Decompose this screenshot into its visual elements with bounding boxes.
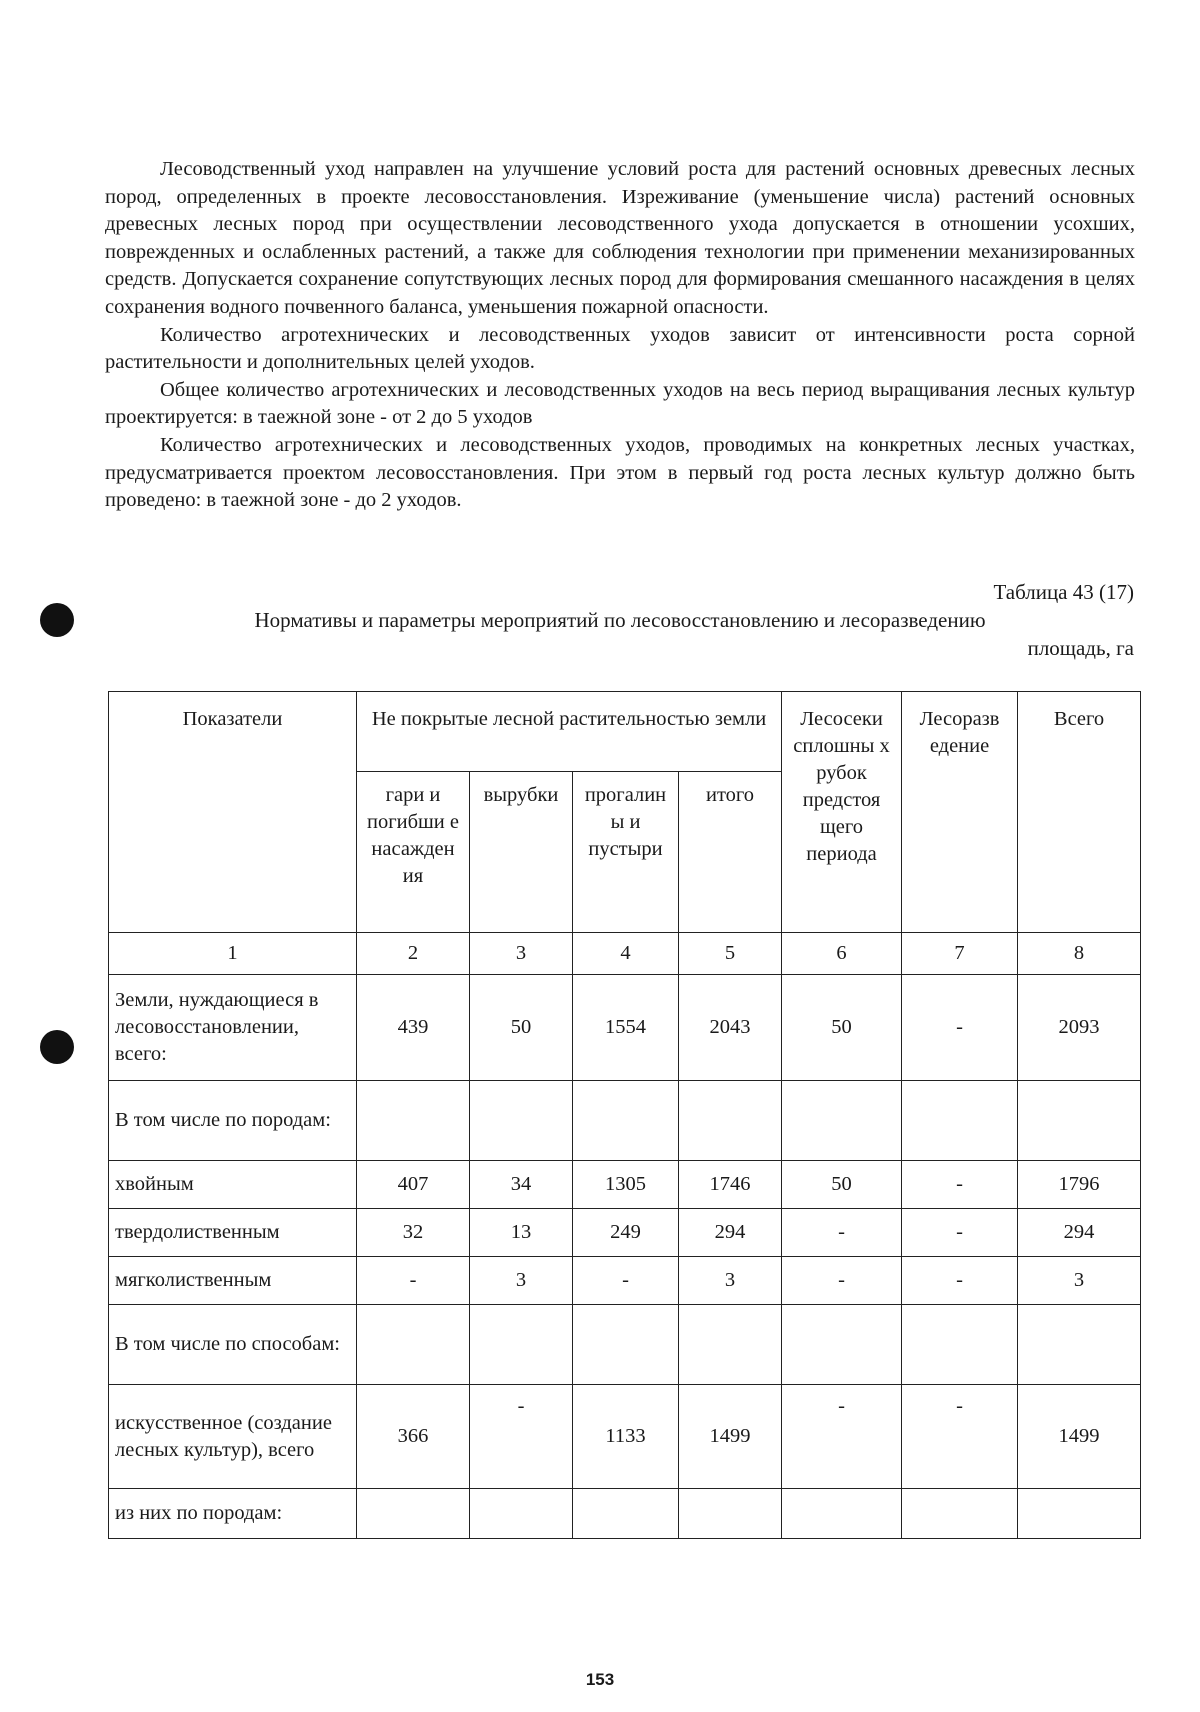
column-number: 8 (1018, 933, 1141, 975)
table-cell: - (357, 1257, 470, 1305)
table-cell: - (782, 1257, 902, 1305)
table-cell (357, 1489, 470, 1539)
table-cell: - (902, 1257, 1018, 1305)
table-cell: - (902, 1385, 1018, 1489)
table-cell: 13 (470, 1209, 573, 1257)
table-cell (1018, 1081, 1141, 1161)
table-cell (902, 1081, 1018, 1161)
table-cell: 50 (782, 975, 902, 1081)
table-cell (357, 1081, 470, 1161)
table-cell (470, 1081, 573, 1161)
table-cell: 1133 (573, 1385, 679, 1489)
paragraph: Лесоводственный уход направлен на улучшение условий роста для растений основных древесных лесных пород, определенных в проекте лесовосстановления. Изреживание (уменьшение числа) растений основных древесных лесных пород при осуществлении лесоводственного ухода допускается в отношении усохших, поврежденных и ослабленных растений, а также для соблюдения технологии при применении механизированных средств. Допускается сохранение сопутствующих лесных пород для формирования смешанного насаждения в целях сохранения водного почвенного баланса, уменьшения пожарной опасности. (105, 158, 1135, 318)
table-cell (679, 1081, 782, 1161)
table-row (109, 1081, 1141, 1161)
column-number-row (109, 933, 1141, 975)
table-cell: 366 (357, 1385, 470, 1489)
table-cell: 407 (357, 1161, 470, 1209)
table-row (109, 1489, 1141, 1539)
body-text (105, 156, 1135, 515)
table-cell: 294 (679, 1209, 782, 1257)
table-cell: 1499 (679, 1385, 782, 1489)
table-cell (1018, 1305, 1141, 1385)
header-subtotal: итого (679, 772, 782, 933)
column-number: 5 (679, 933, 782, 975)
table-cell: 50 (470, 975, 573, 1081)
paragraph: Количество агротехнических и лесоводственных уходов, проводимых на конкретных лесных участках, предусматривается проектом лесовосстановления. При этом в первый год роста лесных культур должно быть проведено: в таежной зоне - до 2 уходов. (105, 433, 1135, 512)
binder-hole-mark (40, 1030, 74, 1064)
table-cell: 294 (1018, 1209, 1141, 1257)
table-cell (573, 1489, 679, 1539)
row-label: твердолиственным (109, 1209, 357, 1257)
table-cell: 1554 (573, 975, 679, 1081)
header-total: Всего (1018, 692, 1141, 933)
table-row (109, 1209, 1141, 1257)
table-cell: - (573, 1257, 679, 1305)
table-row (109, 1161, 1141, 1209)
table-cell: 1305 (573, 1161, 679, 1209)
table-cell (573, 1305, 679, 1385)
row-label: из них по породам: (109, 1489, 357, 1539)
table-cell: 3 (679, 1257, 782, 1305)
row-label: Земли, нуждающиеся в лесовосстановлении, всего: (109, 975, 357, 1081)
header-cutting-areas: Лесосеки сплошны х рубок предстоя щего периода (782, 692, 902, 933)
table-cell: - (902, 975, 1018, 1081)
table-cell (902, 1305, 1018, 1385)
column-number: 4 (573, 933, 679, 975)
table-cell (902, 1489, 1018, 1539)
table-row (109, 1305, 1141, 1385)
table-cell: 1746 (679, 1161, 782, 1209)
table-cell: 2043 (679, 975, 782, 1081)
table-cell (782, 1081, 902, 1161)
column-number: 3 (470, 933, 573, 975)
column-number: 2 (357, 933, 470, 975)
row-label: хвойным (109, 1161, 357, 1209)
row-label: мягколиственным (109, 1257, 357, 1305)
row-label: искусственное (создание лесных культур), всего (109, 1385, 357, 1489)
table-cell: - (902, 1209, 1018, 1257)
table-reference: Таблица 43 (17) (993, 580, 1134, 604)
column-number: 6 (782, 933, 902, 975)
table-title: Нормативы и параметры мероприятий по лесовосстановлению и лесоразведению (254, 608, 986, 632)
table-cell (357, 1305, 470, 1385)
table-cell (1018, 1489, 1141, 1539)
table-cell (782, 1305, 902, 1385)
table-cell: - (902, 1161, 1018, 1209)
table-cell: 3 (1018, 1257, 1141, 1305)
header-indicators: Показатели (109, 692, 357, 933)
table-cell: 439 (357, 975, 470, 1081)
header-not-covered: Не покрытые лесной растительностью земли (357, 692, 782, 772)
table-cell: 249 (573, 1209, 679, 1257)
binder-hole-mark (40, 603, 74, 637)
column-number: 7 (902, 933, 1018, 975)
data-table (108, 691, 1141, 1539)
table-row (109, 1257, 1141, 1305)
table-cell (679, 1305, 782, 1385)
header-afforestation: Лесоразв едение (902, 692, 1018, 933)
table-cell (573, 1081, 679, 1161)
row-label: В том числе по способам: (109, 1305, 357, 1385)
table-cell (679, 1489, 782, 1539)
table-cell: 1796 (1018, 1161, 1141, 1209)
table-cell: - (782, 1385, 902, 1489)
table-cell (470, 1489, 573, 1539)
header-clearings: вырубки (470, 772, 573, 933)
table-cell: 32 (357, 1209, 470, 1257)
table-cell: 1499 (1018, 1385, 1141, 1489)
table-cell: 2093 (1018, 975, 1141, 1081)
table-row (109, 975, 1141, 1081)
table-cell: - (782, 1209, 902, 1257)
table-unit: площадь, га (1027, 636, 1134, 660)
column-number: 1 (109, 933, 357, 975)
table-cell: 3 (470, 1257, 573, 1305)
table-cell: 34 (470, 1161, 573, 1209)
table-row (109, 1385, 1141, 1489)
header-glades: прогалин ы и пустыри (573, 772, 679, 933)
row-label: В том числе по породам: (109, 1081, 357, 1161)
table-cell: 50 (782, 1161, 902, 1209)
paragraph: Общее количество агротехнических и лесоводственных уходов на весь период выращивания лесных культур проектируется: в таежной зоне - от 2 до 5 уходов (105, 378, 1135, 429)
table-cell: - (470, 1385, 573, 1489)
paragraph: Количество агротехнических и лесоводственных уходов зависит от интенсивности роста сорной растительности и дополнительных целей уходов. (105, 323, 1135, 374)
table-cell (782, 1489, 902, 1539)
table-cell (470, 1305, 573, 1385)
page-number: 153 (585, 1670, 615, 1689)
header-burns: гари и погибши е насажден ия (357, 772, 470, 933)
